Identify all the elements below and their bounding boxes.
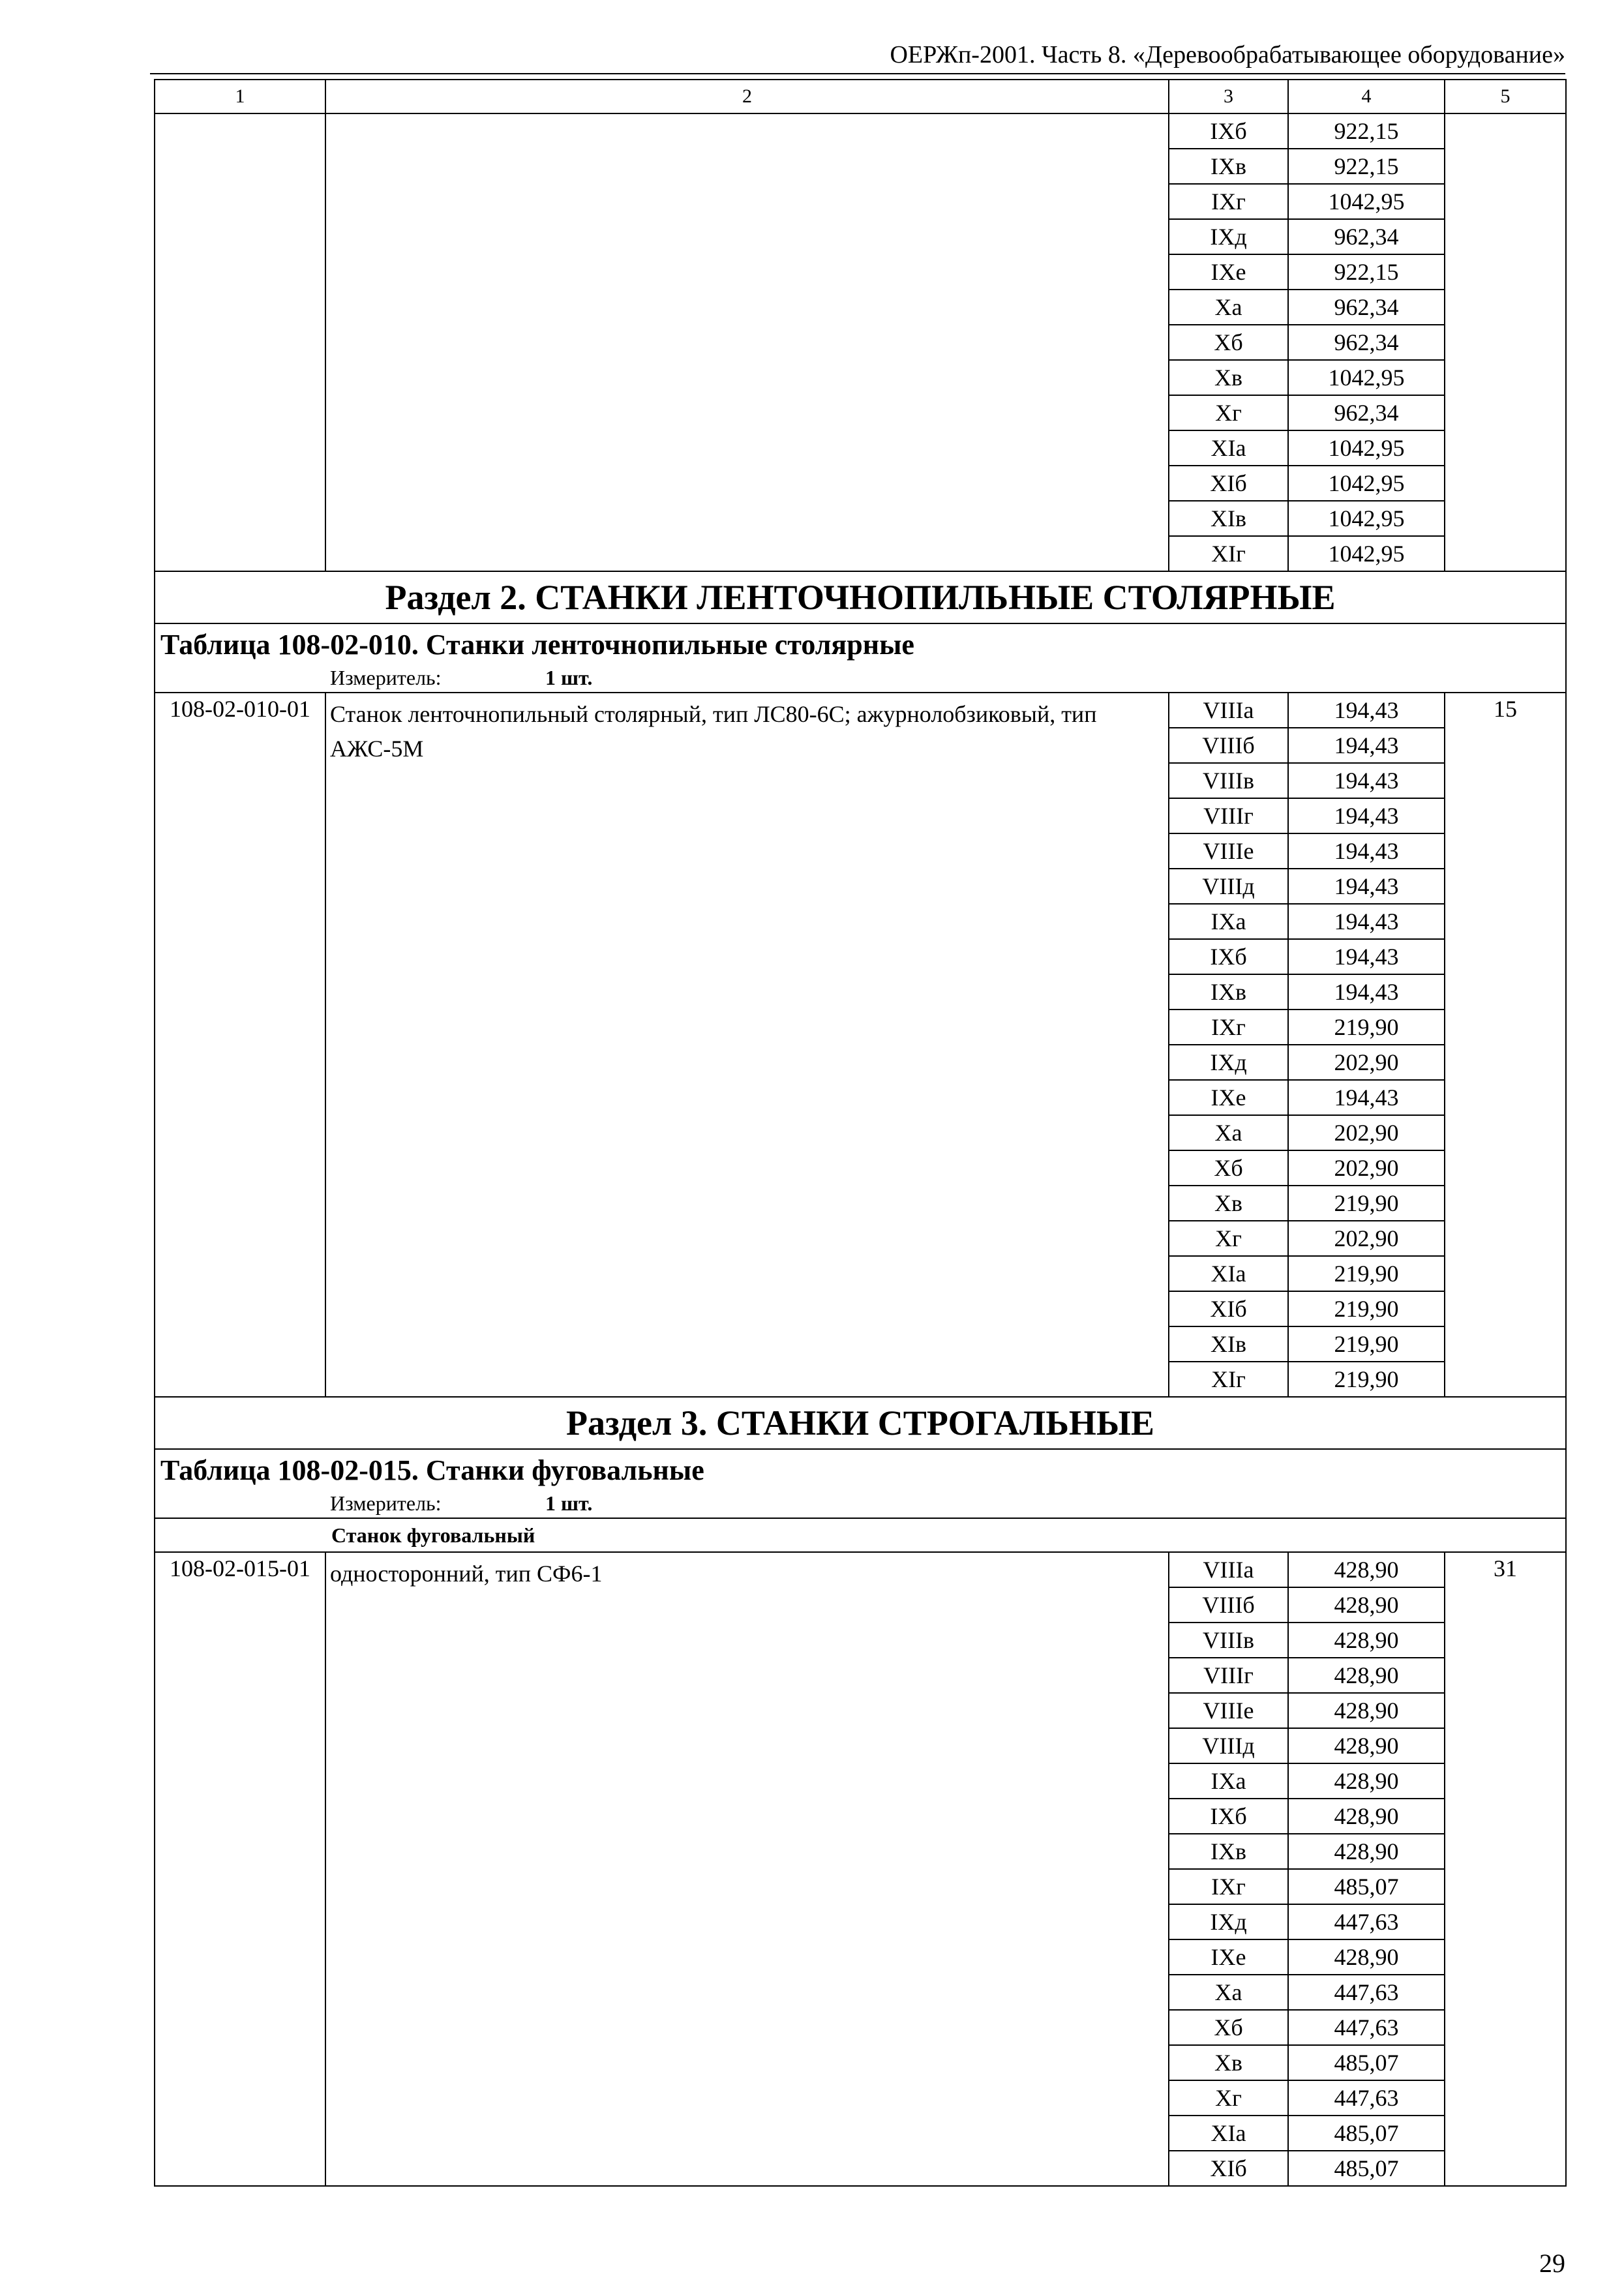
- price-value: 219,90: [1288, 1256, 1445, 1291]
- territory-class: IXв: [1169, 149, 1288, 184]
- territory-class: VIIIа: [1169, 1552, 1288, 1587]
- price-value: 219,90: [1288, 1326, 1445, 1362]
- territory-class: IXд: [1169, 1904, 1288, 1939]
- section-row: [155, 1397, 1566, 1449]
- territory-class: Xб: [1169, 1150, 1288, 1186]
- territory-class: VIIIб: [1169, 1587, 1288, 1623]
- price-value: 194,43: [1288, 833, 1445, 869]
- unit-of-measure: [160, 659, 1560, 692]
- territory-class: VIIIд: [1169, 1728, 1288, 1763]
- territory-class: VIIIа: [1169, 693, 1288, 728]
- territory-class: IXа: [1169, 904, 1288, 939]
- table-row: [155, 1552, 1566, 1587]
- price-value: 962,34: [1288, 325, 1445, 360]
- territory-class: VIIIв: [1169, 763, 1288, 798]
- territory-class: XIа: [1169, 2116, 1288, 2151]
- territory-class: Xв: [1169, 1186, 1288, 1221]
- price-value: 1042,95: [1288, 501, 1445, 536]
- price-value: 194,43: [1288, 728, 1445, 763]
- territory-class: IXв: [1169, 1834, 1288, 1869]
- territory-class: VIIIв: [1169, 1623, 1288, 1658]
- price-value: 428,90: [1288, 1658, 1445, 1693]
- price-value: 1042,95: [1288, 360, 1445, 395]
- territory-class: Xб: [1169, 325, 1288, 360]
- item-name: односторонний, тип СФ6-1: [325, 1552, 1169, 2186]
- price-value: 922,15: [1288, 149, 1445, 184]
- territory-class: VIIIе: [1169, 833, 1288, 869]
- price-value: 219,90: [1288, 1362, 1445, 1397]
- territory-class: Xв: [1169, 360, 1288, 395]
- page-number: 29: [1539, 2249, 1565, 2278]
- territory-class: IXе: [1169, 1939, 1288, 1975]
- territory-class: IXа: [1169, 1763, 1288, 1799]
- price-value: 962,34: [1288, 219, 1445, 254]
- group-name: Станок фуговальный: [331, 1523, 535, 1547]
- territory-class: VIIIд: [1169, 869, 1288, 904]
- price-value: 922,15: [1288, 254, 1445, 290]
- territory-class: Xв: [1169, 2045, 1288, 2080]
- territory-class: Xг: [1169, 2080, 1288, 2116]
- table-heading-row: [155, 1449, 1566, 1518]
- price-value: 428,90: [1288, 1939, 1445, 1975]
- territory-class: IXг: [1169, 184, 1288, 219]
- document-header: ОЕРЖп-2001. Часть 8. «Деревообрабатывающее оборудование»: [890, 41, 1565, 68]
- territory-class: XIб: [1169, 466, 1288, 501]
- price-value: 428,90: [1288, 1552, 1445, 1587]
- price-value: 202,90: [1288, 1115, 1445, 1150]
- price-value: 485,07: [1288, 2045, 1445, 2080]
- territory-class: VIIIг: [1169, 798, 1288, 833]
- territory-class: IXв: [1169, 974, 1288, 1010]
- price-value: 962,34: [1288, 290, 1445, 325]
- territory-class: Xа: [1169, 1975, 1288, 2010]
- price-value: 428,90: [1288, 1799, 1445, 1834]
- territory-class: XIв: [1169, 1326, 1288, 1362]
- table-heading-cell: [155, 1449, 1566, 1518]
- price-value: 194,43: [1288, 798, 1445, 833]
- table-title: Таблица 108-02-010. Станки ленточнопильные столярные: [160, 629, 914, 661]
- territory-class: XIа: [1169, 1256, 1288, 1291]
- item-quantity: 31: [1445, 1552, 1566, 2186]
- price-value: 194,43: [1288, 939, 1445, 974]
- territory-class: VIIIг: [1169, 1658, 1288, 1693]
- price-value: 485,07: [1288, 2116, 1445, 2151]
- unit-value: 1 шт.: [545, 666, 593, 689]
- table-heading-row: [155, 623, 1566, 693]
- price-value: 428,90: [1288, 1623, 1445, 1658]
- price-value: 219,90: [1288, 1010, 1445, 1045]
- item-code: 108-02-010-01: [155, 693, 325, 1397]
- price-value: 428,90: [1288, 1587, 1445, 1623]
- item-quantity: 15: [1445, 693, 1566, 1397]
- price-value: 962,34: [1288, 395, 1445, 430]
- price-value: 194,43: [1288, 693, 1445, 728]
- price-value: 202,90: [1288, 1221, 1445, 1256]
- group-name-cell: [155, 1518, 1566, 1552]
- item-name: [325, 113, 1169, 571]
- price-value: 202,90: [1288, 1045, 1445, 1080]
- group-row: [155, 1518, 1566, 1552]
- price-value: 1042,95: [1288, 536, 1445, 571]
- territory-class: XIг: [1169, 536, 1288, 571]
- column-number-1: 1: [155, 80, 325, 113]
- rates-table-body: [155, 80, 1566, 2186]
- territory-class: IXд: [1169, 1045, 1288, 1080]
- territory-class: Xб: [1169, 2010, 1288, 2045]
- price-value: 485,07: [1288, 1869, 1445, 1904]
- territory-class: Xг: [1169, 395, 1288, 430]
- price-value: 194,43: [1288, 1080, 1445, 1115]
- item-code: [155, 113, 325, 571]
- price-value: 219,90: [1288, 1291, 1445, 1326]
- price-value: 1042,95: [1288, 466, 1445, 501]
- price-value: 194,43: [1288, 763, 1445, 798]
- unit-of-measure: [160, 1485, 1560, 1518]
- territory-class: IXд: [1169, 219, 1288, 254]
- price-value: 428,90: [1288, 1834, 1445, 1869]
- table-title: Таблица 108-02-015. Станки фуговальные: [160, 1454, 704, 1486]
- price-value: 447,63: [1288, 2010, 1445, 2045]
- column-number-4: 4: [1288, 80, 1445, 113]
- unit-label: Измеритель:: [330, 666, 442, 689]
- rates-table: [154, 79, 1567, 2187]
- unit-value: 1 шт.: [545, 1491, 593, 1515]
- table-heading-cell: [155, 623, 1566, 693]
- price-value: 428,90: [1288, 1693, 1445, 1728]
- item-name: Станок ленточнопильный столярный, тип ЛС80-6С; ажурнолобзиковый, тип АЖС-5М: [325, 693, 1169, 1397]
- price-value: 485,07: [1288, 2151, 1445, 2186]
- price-value: 1042,95: [1288, 184, 1445, 219]
- price-value: 428,90: [1288, 1728, 1445, 1763]
- territory-class: XIг: [1169, 1362, 1288, 1397]
- price-value: 194,43: [1288, 904, 1445, 939]
- column-number-3: 3: [1169, 80, 1288, 113]
- territory-class: IXе: [1169, 254, 1288, 290]
- territory-class: Xа: [1169, 290, 1288, 325]
- territory-class: XIб: [1169, 2151, 1288, 2186]
- territory-class: IXб: [1169, 113, 1288, 149]
- territory-class: XIа: [1169, 430, 1288, 466]
- item-quantity: [1445, 113, 1566, 571]
- price-value: 1042,95: [1288, 430, 1445, 466]
- territory-class: IXб: [1169, 939, 1288, 974]
- price-value: 447,63: [1288, 2080, 1445, 2116]
- territory-class: IXб: [1169, 1799, 1288, 1834]
- price-value: 447,63: [1288, 1975, 1445, 2010]
- price-value: 428,90: [1288, 1763, 1445, 1799]
- territory-class: IXе: [1169, 1080, 1288, 1115]
- territory-class: VIIIе: [1169, 1693, 1288, 1728]
- column-number-5: 5: [1445, 80, 1566, 113]
- unit-label: Измеритель:: [330, 1491, 442, 1515]
- price-value: 447,63: [1288, 1904, 1445, 1939]
- header-rule: [150, 73, 1565, 74]
- section-row: [155, 571, 1566, 623]
- section-title: Раздел 2. СТАНКИ ЛЕНТОЧНОПИЛЬНЫЕ СТОЛЯРНЫЕ: [155, 571, 1566, 623]
- table-row: [155, 693, 1566, 728]
- territory-class: IXг: [1169, 1010, 1288, 1045]
- territory-class: Xа: [1169, 1115, 1288, 1150]
- item-code: 108-02-015-01: [155, 1552, 325, 2186]
- section-title: Раздел 3. СТАНКИ СТРОГАЛЬНЫЕ: [155, 1397, 1566, 1449]
- price-value: 202,90: [1288, 1150, 1445, 1186]
- price-value: 922,15: [1288, 113, 1445, 149]
- price-value: 194,43: [1288, 974, 1445, 1010]
- table-row: [155, 113, 1566, 149]
- price-value: 219,90: [1288, 1186, 1445, 1221]
- territory-class: XIв: [1169, 501, 1288, 536]
- column-number-row: [155, 80, 1566, 113]
- price-value: 194,43: [1288, 869, 1445, 904]
- territory-class: VIIIб: [1169, 728, 1288, 763]
- territory-class: XIб: [1169, 1291, 1288, 1326]
- territory-class: Xг: [1169, 1221, 1288, 1256]
- territory-class: IXг: [1169, 1869, 1288, 1904]
- column-number-2: 2: [325, 80, 1169, 113]
